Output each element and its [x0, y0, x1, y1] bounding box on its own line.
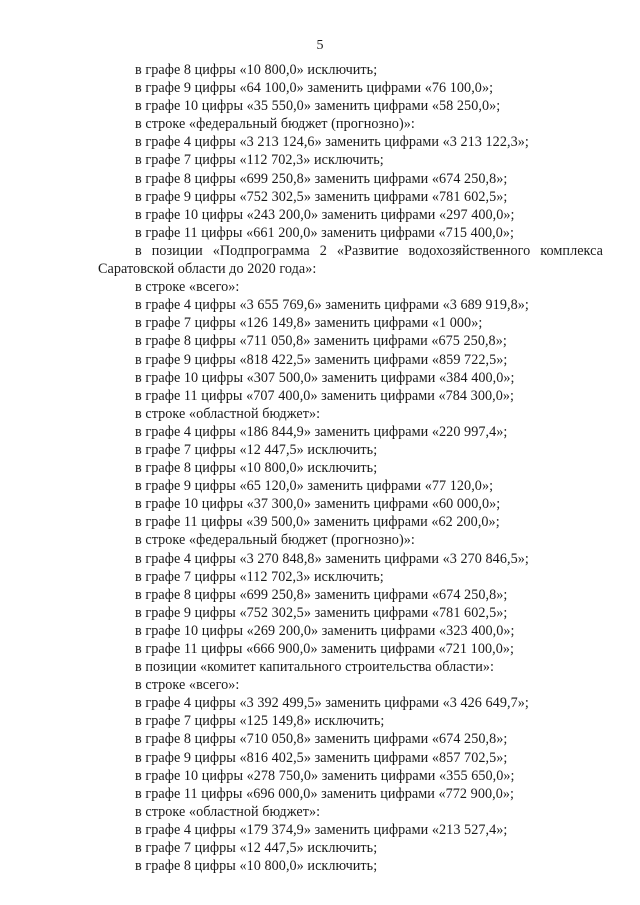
text-line: в графе 8 цифры «10 800,0» исключить;	[135, 62, 378, 78]
text-line: в графе 9 цифры «816 402,5» заменить цифрами «857 702,5»;	[135, 749, 508, 766]
text-line: в графе 7 цифры «12 447,5» исключить;	[135, 840, 378, 857]
text-line: в графе 4 цифры «3 655 769,6» заменить цифрами «3 689 919,8»;	[135, 297, 529, 314]
text-line: в графе 11 цифры «696 000,0» заменить цифрами «772 900,0»;	[135, 785, 514, 802]
text-line: в графе 10 цифры «35 550,0» заменить цифрами «58 250,0»;	[135, 98, 501, 115]
text-line: в графе 9 цифры «752 302,5» заменить цифрами «781 602,5»;	[135, 604, 508, 621]
text-line: в графе 10 цифры «243 200,0» заменить цифрами «297 400,0»;	[135, 206, 515, 223]
text-line: в графе 4 цифры «3 213 124,6» заменить цифрами «3 213 122,3»;	[135, 134, 529, 151]
text-line: в графе 7 цифры «126 149,8» заменить цифрами «1 000»;	[135, 315, 483, 332]
text-line: в графе 8 цифры «10 800,0» исключить;	[135, 460, 378, 477]
text-line: в графе 9 цифры «818 422,5» заменить цифрами «859 722,5»;	[135, 351, 508, 368]
text-line: в графе 4 цифры «186 844,9» заменить цифрами «220 997,4»;	[135, 423, 508, 440]
text-line: в графе 8 цифры «711 050,8» заменить цифрами «675 250,8»;	[135, 333, 507, 350]
text-line: в графе 11 цифры «666 900,0» заменить цифрами «721 100,0»;	[135, 641, 514, 657]
text-line: в строке «федеральный бюджет (прогнозно)»:	[135, 532, 415, 549]
text-line: в графе 11 цифры «661 200,0» заменить цифрами «715 400,0»;	[135, 224, 514, 241]
text-line: в строке «всего»:	[135, 279, 240, 296]
text-line: в графе 7 цифры «125 149,8» исключить;	[135, 713, 385, 730]
text-line: в строке «федеральный бюджет (прогнозно)»:	[135, 116, 415, 133]
text-line: в графе 10 цифры «278 750,0» заменить цифрами «355 650,0»;	[135, 767, 515, 784]
text-line: в графе 7 цифры «12 447,5» исключить;	[135, 441, 378, 458]
text-line: в графе 8 цифры «710 050,8» заменить цифрами «674 250,8»;	[135, 731, 508, 748]
text-line: Саратовской области до 2020 года»:	[98, 261, 317, 278]
text-line: в графе 11 цифры «39 500,0» заменить цифрами «62 200,0»;	[135, 514, 500, 531]
text-line: в графе 9 цифры «64 100,0» заменить цифрами «76 100,0»;	[135, 80, 494, 97]
text-line: в графе 4 цифры «179 374,9» заменить цифрами «213 527,4»;	[135, 821, 508, 838]
text-line: в графе 9 цифры «752 302,5» заменить цифрами «781 602,5»;	[135, 188, 508, 205]
text-line: в графе 10 цифры «307 500,0» заменить цифрами «384 400,0»;	[135, 369, 515, 386]
text-line: в графе 7 цифры «112 702,3» исключить;	[135, 568, 384, 585]
document-body	[98, 61, 603, 875]
text-line: в графе 8 цифры «10 800,0» исключить;	[135, 858, 378, 875]
page-number: 5	[316, 38, 324, 53]
text-line: в графе 8 цифры «699 250,8» заменить цифрами «674 250,8»;	[135, 170, 508, 187]
text-line: в графе 10 цифры «269 200,0» заменить цифрами «323 400,0»;	[135, 622, 515, 639]
text-line: в графе 10 цифры «37 300,0» заменить цифрами «60 000,0»;	[135, 496, 501, 513]
text-line: в строке «областной бюджет»:	[135, 405, 321, 422]
text-line: в графе 9 цифры «65 120,0» заменить цифрами «77 120,0»;	[135, 478, 494, 495]
text-line: в графе 7 цифры «112 702,3» исключить;	[135, 152, 384, 169]
text-line: в графе 4 цифры «3 392 499,5» заменить цифрами «3 426 649,7»;	[135, 695, 529, 712]
text-line: в графе 11 цифры «707 400,0» заменить цифрами «784 300,0»;	[135, 387, 514, 404]
text-line: в позиции «комитет капитального строительства области»:	[135, 659, 495, 676]
text-line: в позиции «Подпрограмма 2 «Развитие водохозяйственного комплекса	[135, 242, 603, 259]
text-line: в графе 8 цифры «699 250,8» заменить цифрами «674 250,8»;	[135, 586, 508, 603]
text-line: в строке «областной бюджет»:	[135, 803, 321, 820]
text-line: в графе 4 цифры «3 270 848,8» заменить цифрами «3 270 846,5»;	[135, 550, 529, 567]
text-line: в строке «всего»:	[135, 677, 240, 694]
